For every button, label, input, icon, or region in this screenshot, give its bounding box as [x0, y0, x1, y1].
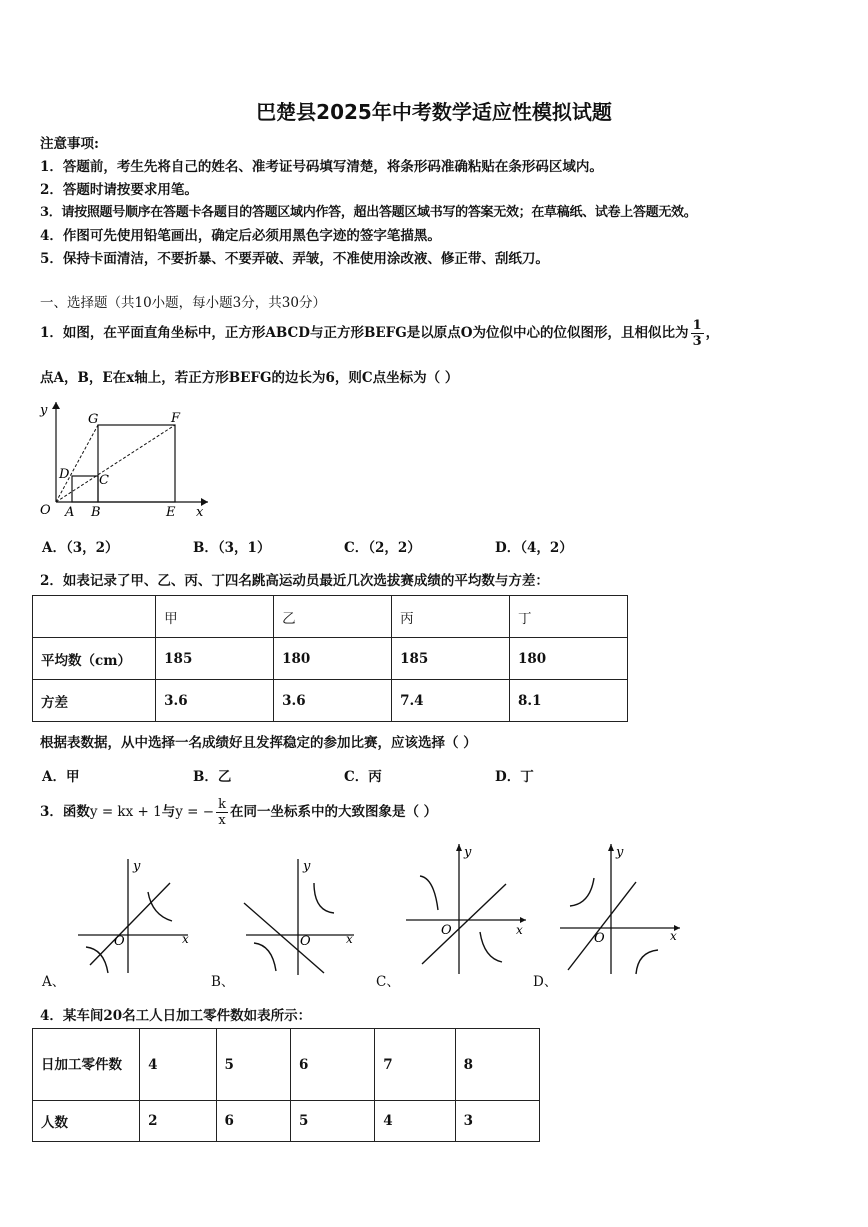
table-cell: 5 [290, 1101, 374, 1142]
table-row [33, 1101, 540, 1142]
graph-a [78, 855, 198, 980]
question-2-prompt: 根据表数据，从中选择一名成绩好且发挥稳定的参加比赛，应该选择（ ） [40, 735, 477, 751]
origin-label: O [300, 934, 311, 949]
axis-x-label: x [516, 923, 523, 937]
option-d: D．丁 [495, 769, 534, 785]
origin-label: O [594, 931, 605, 946]
graph-d [556, 840, 691, 980]
axis-y-label: y [616, 845, 624, 860]
section-heading: 一、选择题（共10小题，每小题3分，共30分） [40, 295, 326, 311]
function-2-left: y = − [175, 804, 215, 820]
axis-x-label: x [182, 932, 189, 946]
option-a: A．甲 [42, 769, 80, 785]
table-cell: 4 [375, 1101, 455, 1142]
function-1: y = kx + 1 [89, 804, 162, 820]
table-cell: 甲 [156, 596, 274, 638]
fraction-k-over-x [216, 797, 228, 828]
fraction-denominator: x [218, 813, 226, 828]
table-row [33, 680, 628, 722]
option-a: A．（3，2） [42, 540, 119, 556]
axis-y-label: y [464, 845, 472, 860]
origin-label: O [441, 923, 452, 938]
graph-c-label: C、 [376, 974, 400, 990]
axis-y-label: y [40, 403, 48, 418]
question-4-intro: 4．某车间20名工人日加工零件数如表所示： [40, 1008, 312, 1024]
option-c: C．丙 [344, 769, 382, 785]
notice-item: 4．作图可先使用铅笔画出，确定后必须用黑色字迹的签字笔描黑。 [40, 228, 441, 244]
graph-b [236, 855, 361, 980]
table-cell: 185 [156, 638, 274, 680]
table-cell: 3.6 [156, 680, 274, 722]
table-cell: 日加工零件数 [33, 1029, 140, 1101]
fraction-numerator: k [218, 797, 226, 812]
table-cell: 7 [375, 1029, 455, 1101]
table-cell: 3.6 [274, 680, 392, 722]
graph-c [402, 840, 537, 980]
table-header-row [33, 596, 628, 638]
option-d: D．（4，2） [495, 540, 573, 556]
axis-y-label: y [133, 859, 141, 874]
axis-x-label: x [196, 505, 204, 520]
table-row [33, 1029, 540, 1101]
table-cell: 4 [140, 1029, 216, 1101]
table-cell: 丙 [392, 596, 510, 638]
option-b: B．（3，1） [193, 540, 271, 556]
table-cell: 8.1 [510, 680, 628, 722]
question-3-prefix: 3．函数 [40, 804, 90, 820]
point-b-label: B [91, 505, 101, 520]
question-3-suffix: 在同一坐标系中的大致图象是（ ） [229, 804, 438, 820]
option-b: B．乙 [193, 769, 232, 785]
point-g-label: G [88, 412, 99, 427]
graph-b-label: B、 [211, 974, 235, 990]
question-1-text: 1．如图，在平面直角坐标中，正方形ABCD与正方形BEFG是以原点O为位似中心的位似图形，且相似比为 [40, 325, 689, 341]
point-d-label: D [59, 467, 70, 482]
table-cell: 6 [216, 1101, 290, 1142]
table-cell: 7.4 [392, 680, 510, 722]
notice-item: 2．答题时请按要求用笔。 [40, 182, 198, 198]
fraction-denominator: 3 [692, 334, 702, 349]
notice-heading: 注意事项: [40, 136, 99, 152]
table-cell: 人数 [33, 1101, 140, 1142]
q2-table [32, 595, 628, 722]
question-3-mid: 与 [161, 804, 176, 820]
notice-item: 3．请按照题号顺序在答题卡各题目的答题区域内作答，超出答题区域书写的答案无效；在草稿纸、试卷上答题无效。 [40, 205, 697, 220]
graph-a-label: A、 [42, 974, 66, 990]
point-e-label: E [166, 505, 176, 520]
origin-label: O [40, 503, 51, 518]
axis-x-label: x [346, 932, 353, 946]
question-1-line-2: 点A，B，E在x轴上，若正方形BEFG的边长为6，则C点坐标为（ ） [40, 370, 459, 386]
table-row [33, 638, 628, 680]
fraction-one-third [691, 318, 704, 349]
q4-table [32, 1028, 540, 1142]
table-cell: 8 [455, 1029, 539, 1101]
notice-item: 5．保持卡面清洁，不要折暴、不要弄破、弄皱，不准使用涂改液、修正带、刮纸刀。 [40, 251, 549, 267]
table-cell: 丁 [510, 596, 628, 638]
point-c-label: C [99, 473, 109, 488]
fraction-numerator: 1 [692, 318, 702, 333]
notice-item: 1．答题前，考生先将自己的姓名、准考证号码填写清楚，将条形码准确粘贴在条形码区域内。 [40, 159, 603, 175]
question-1-line-1 [40, 316, 719, 350]
table-cell: 方差 [33, 680, 156, 722]
page-title: 巴楚县2025年中考数学适应性模拟试题 [256, 100, 612, 124]
option-c: C．（2，2） [344, 540, 421, 556]
table-cell: 乙 [274, 596, 392, 638]
table-cell: 6 [290, 1029, 374, 1101]
origin-label: O [114, 934, 125, 949]
table-cell: 5 [216, 1029, 290, 1101]
table-cell: 平均数（cm） [33, 638, 156, 680]
question-3-line [40, 794, 437, 830]
axis-x-label: x [670, 929, 677, 943]
table-cell: 185 [392, 638, 510, 680]
axis-y-label: y [303, 859, 311, 874]
table-cell: 3 [455, 1101, 539, 1142]
comma: ， [705, 325, 720, 341]
table-cell: 2 [140, 1101, 216, 1142]
question-2-intro: 2．如表记录了甲、乙、丙、丁四名跳高运动员最近几次选拔赛成绩的平均数与方差： [40, 573, 549, 589]
q1-figure [36, 396, 216, 520]
table-cell: 180 [274, 638, 392, 680]
graph-d-label: D、 [533, 974, 558, 990]
table-cell: 180 [510, 638, 628, 680]
point-f-label: F [171, 411, 181, 426]
point-a-label: A [65, 505, 75, 520]
table-cell [33, 596, 156, 638]
